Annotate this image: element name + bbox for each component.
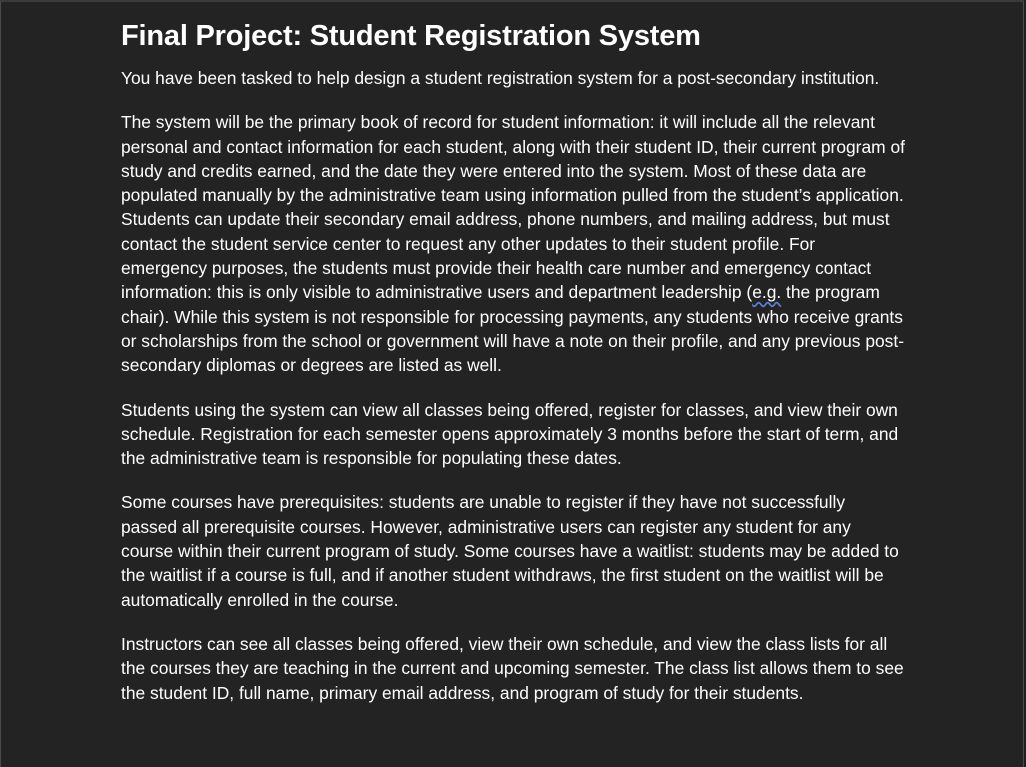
paragraph-intro: You have been tasked to help design a student registration system for a post-secondary institution.: [121, 68, 880, 88]
paragraph-text-before: The system will be the primary book of record for student information: it will include all the relevant personal and contact information for each student, along with their student ID, their current program of study and credits earned, and the date they were entered into the system. Most of these data are populated manually by the administrative team using information pulled from the student’s application. Students can update their secondary email address, phone numbers, and mailing address, but must contact the student service center to request any other updates to their student profile. For emergency purposes, the students must provide their health care number and emergency contact information: this is only visible to administrative users and department leadership (: [121, 112, 905, 303]
document-title: Final Project: Student Registration System: [121, 20, 701, 52]
paragraph-student-usage: Students using the system can view all classes being offered, register for classes, and view their own schedule. Registration for each semester opens approximately 3 months before the start of term, and the administrative team is responsible for populating these dates.: [121, 399, 899, 469]
spellcheck-flagged-word[interactable]: e.g.: [752, 282, 782, 303]
paragraph-instructors: Instructors can see all classes being offered, view their own schedule, and view the class lists for all the courses they are teaching in the current and upcoming semester. The class list allows them to see the student ID, full name, primary email address, and program of study for their students.: [121, 633, 904, 703]
document-body: [121, 16, 905, 725]
paragraph-prerequisites: Some courses have prerequisites: students are unable to register if they have not successfully passed all prerequisite courses. However, administrative users can register any student for any course within their current program of study. Some courses have a waitlist: students may be added to the waitlist if a course is full, and if another student withdraws, the first student on the waitlist will be automatically enrolled in the course.: [121, 492, 899, 610]
paragraph-book-of-record: [121, 110, 905, 377]
paragraph-text-after: the program chair). While this system is not responsible for processing payments, any students who receive grants or scholarships from the school or government will have a note on their profile, and any previous post-secondary diplomas or degrees are listed as well.: [121, 282, 904, 376]
